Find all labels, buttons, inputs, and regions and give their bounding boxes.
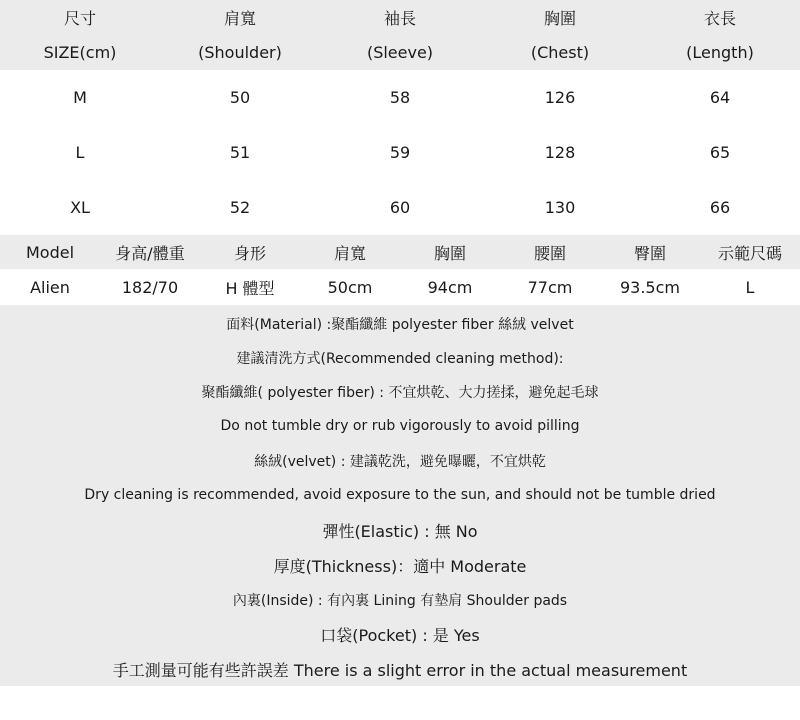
polyester-care-note: 聚酯纖維( polyester fiber) : 不宜烘乾、大力搓揉，避免起毛球 <box>201 385 599 401</box>
model-header-chest: 胸圍 <box>433 243 466 263</box>
model-header-shoulder: 肩寬 <box>333 243 366 263</box>
polyester-care-note-en: Do not tumble dry or rub vigorously to avoid pilling <box>220 418 580 434</box>
size-cell: L <box>75 143 85 162</box>
header-chest-cn: 胸圍 <box>543 9 576 28</box>
measurement-error-note: 手工測量可能有些許誤差 There is a slight error in the actual measurement <box>112 660 688 680</box>
model-header-hip: 臀圍 <box>633 243 666 263</box>
header-length-en: (Length) <box>686 43 754 62</box>
elastic-note: 彈性(Elastic) : 無 No <box>322 521 478 541</box>
thickness-note: 厚度(Thickness)：適中 Moderate <box>273 556 527 576</box>
model-name-cell: Alien <box>30 277 70 297</box>
model-header-size-worn: 示範尺碼 <box>717 243 782 263</box>
header-length-cn: 衣長 <box>703 9 736 28</box>
size-table-body <box>0 70 800 235</box>
material-note: 面料(Material) :聚酯纖維 polyester fiber 絲絨 velvet <box>226 317 574 333</box>
model-header-model: Model <box>25 242 75 262</box>
velvet-care-note: 絲絨(velvet) : 建議乾洗，避免曝曬，不宜烘乾 <box>254 454 546 470</box>
model-table-row <box>0 269 800 305</box>
model-size-worn-cell: L <box>745 277 755 297</box>
model-body-type-cell: H 體型 <box>225 278 275 298</box>
header-shoulder-en: (Shoulder) <box>198 43 282 62</box>
pocket-note: 口袋(Pocket) : 是 Yes <box>320 625 480 645</box>
size-cell: M <box>73 88 87 107</box>
size-table-header <box>0 0 800 70</box>
model-height-weight-cell: 182/70 <box>121 277 179 297</box>
model-shoulder-cell: 50cm <box>327 277 373 297</box>
model-chest-cell: 94cm <box>427 277 473 297</box>
model-header-waist: 腰圍 <box>533 243 566 263</box>
model-waist-cell: 77cm <box>527 277 573 297</box>
sleeve-cell: 59 <box>389 143 411 162</box>
length-cell: 65 <box>709 143 731 162</box>
size-header-en-row <box>0 35 800 70</box>
header-shoulder-cn: 肩寬 <box>223 9 256 28</box>
sleeve-cell: 60 <box>389 198 411 217</box>
model-header-height-weight: 身高/體重 <box>115 243 185 263</box>
velvet-care-note-en: Dry cleaning is recommended, avoid exposure to the sun, and should not be tumble dried <box>84 487 716 503</box>
table-row <box>0 70 800 125</box>
header-sleeve-en: (Sleeve) <box>366 43 434 62</box>
sleeve-cell: 58 <box>389 88 411 107</box>
cleaning-method-heading: 建議清洗方式(Recommended cleaning method): <box>236 351 564 367</box>
inside-note: 內裏(Inside) : 有內裏 Lining 有墊肩 Shoulder pads <box>232 593 568 609</box>
model-hip-cell: 93.5cm <box>619 277 680 297</box>
size-header-cn-row <box>0 0 800 35</box>
chest-cell: 128 <box>544 143 576 162</box>
model-header-body-type: 身形 <box>233 243 266 263</box>
header-size-cn: 尺寸 <box>63 9 96 28</box>
length-cell: 64 <box>709 88 731 107</box>
header-chest-en: (Chest) <box>530 43 590 62</box>
chest-cell: 126 <box>544 88 576 107</box>
product-notes <box>0 305 800 686</box>
shoulder-cell: 50 <box>229 88 251 107</box>
header-sleeve-cn: 袖長 <box>383 9 416 28</box>
length-cell: 66 <box>709 198 731 217</box>
table-row <box>0 125 800 180</box>
table-row <box>0 180 800 235</box>
chest-cell: 130 <box>544 198 576 217</box>
size-cell: XL <box>70 198 90 217</box>
model-table-header <box>0 235 800 269</box>
shoulder-cell: 52 <box>229 198 251 217</box>
shoulder-cell: 51 <box>229 143 251 162</box>
header-size-en: SIZE(cm) <box>43 43 117 62</box>
